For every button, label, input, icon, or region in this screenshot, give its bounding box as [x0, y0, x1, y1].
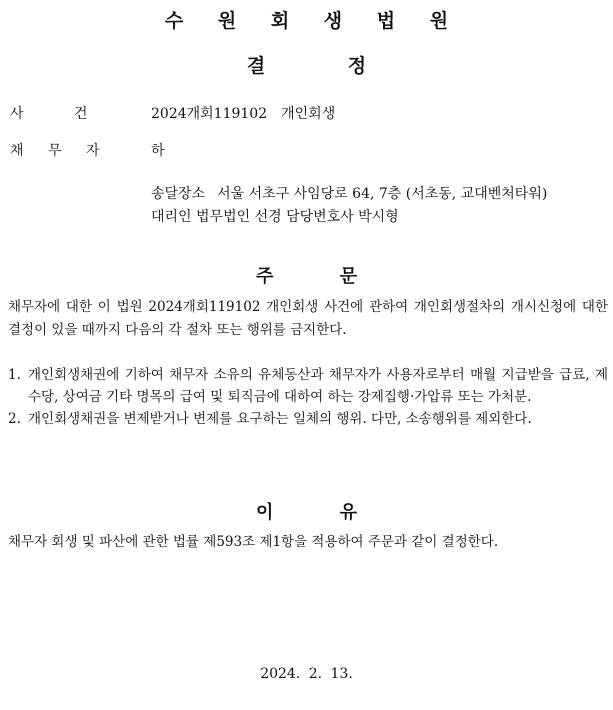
court-name: 수 원 회 생 법 원 — [164, 10, 463, 32]
case-value — [151, 103, 335, 123]
reason-text: 채무자 회생 및 파산에 관한 법률 제593조 제1항을 적용하여 주문과 같이 결정한다. — [8, 534, 499, 550]
document-title: 결 정 — [246, 55, 367, 77]
order-intro: 채무자에 대한 이 법원 2024개회119102 개인회생 사건에 관하여 개인회생절차의 개시신청에 대한 결정이 있을 때까지 다음의 각 절차 또는 행위를 금지한다. — [8, 299, 608, 338]
decision-date: 2024. 2. 13. — [260, 666, 353, 682]
service-address-value: 서울 서초구 사임당로 64, 7층 (서초동, 교대벤처타워) — [217, 186, 548, 202]
case-name: 개인회생 — [281, 106, 336, 122]
order-item-text: 개인회생채권을 변제받거나 변제를 요구하는 일체의 행위. 다만, 소송행위를 제외한다. — [28, 411, 532, 427]
reason-heading: 이 유 — [255, 502, 358, 523]
order-item-number: 2. — [8, 411, 21, 427]
service-address-label: 송달장소 — [151, 186, 206, 202]
order-heading: 주 문 — [255, 266, 358, 287]
case-number: 2024개회119102 — [151, 106, 268, 122]
order-item — [8, 364, 608, 408]
order-item-number: 1. — [8, 367, 21, 383]
debtor-name: 하 — [151, 143, 165, 159]
order-item-text: 개인회생채권에 기하여 채무자 소유의 유체동산과 채무자가 사용자로부터 매월 지급받을 급료, 제수당, 상여금 기타 명목의 급여 및 퇴직금에 대하여 하는 강제집행·가압류 또는 가처분. — [28, 367, 608, 405]
service-address — [151, 183, 547, 203]
legal-agent: 대리인 법무법인 선경 담당변호사 박시형 — [151, 209, 399, 225]
order-item — [8, 408, 608, 430]
case-label: 사 건 — [10, 106, 88, 122]
debtor-label: 채 무 자 — [10, 143, 100, 159]
order-list — [8, 364, 608, 430]
